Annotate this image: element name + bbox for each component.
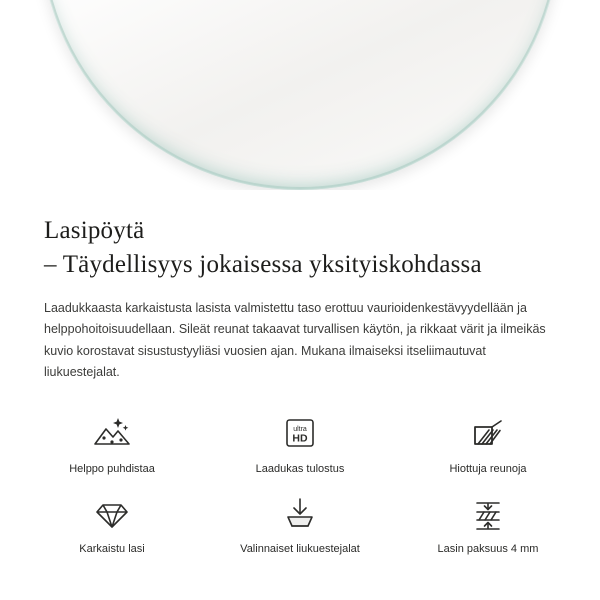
glass-table-top: [40, 0, 560, 190]
feature-item: [18, 490, 206, 556]
feature-item: [206, 410, 394, 476]
hero-image: [0, 0, 600, 190]
easy-clean-icon: [89, 410, 135, 456]
page-title: [44, 214, 556, 282]
feature-label: Karkaistu lasi: [79, 542, 145, 555]
polished-edges-icon: [465, 410, 511, 456]
ultra-hd-icon: [277, 410, 323, 456]
thickness-icon: [465, 490, 511, 536]
product-description: Laadukkaasta karkaistusta lasista valmistettu taso erottuu vaurioidenkestävyydellään ja helppohoitoisuudellaan. Sileät reunat takaavat turvallisen käytön, ja rikkaat värit ja ilmeikäs kuvio korostavat sisustustyyliäsi vuosien ajan. Mukana ilmaiseksi itseliimautuvat liukuestejalat.: [44, 300, 546, 379]
feature-item: [18, 410, 206, 476]
feature-item: [394, 490, 582, 556]
feature-label: Laadukas tulostus: [255, 462, 345, 475]
feature-grid: [0, 410, 600, 557]
title-line-2: – Täydellisyys jokaisessa yksityiskohdassa: [44, 250, 482, 278]
title-line-1: Lasipöytä: [44, 217, 145, 244]
svg-text:HD: HD: [292, 432, 308, 444]
anti-slip-feet-icon: [277, 490, 323, 536]
feature-label: Valinnaiset liukuestejalat: [240, 542, 360, 555]
tempered-glass-icon: [89, 490, 135, 536]
feature-label: Lasin paksuus 4 mm: [437, 542, 539, 555]
svg-text:ultra: ultra: [293, 425, 307, 433]
product-description-block: [0, 190, 600, 384]
feature-label: Helppo puhdistaa: [69, 462, 155, 475]
feature-item: [206, 490, 394, 556]
feature-item: [394, 410, 582, 476]
feature-label: Hiottuja reunoja: [449, 462, 527, 475]
